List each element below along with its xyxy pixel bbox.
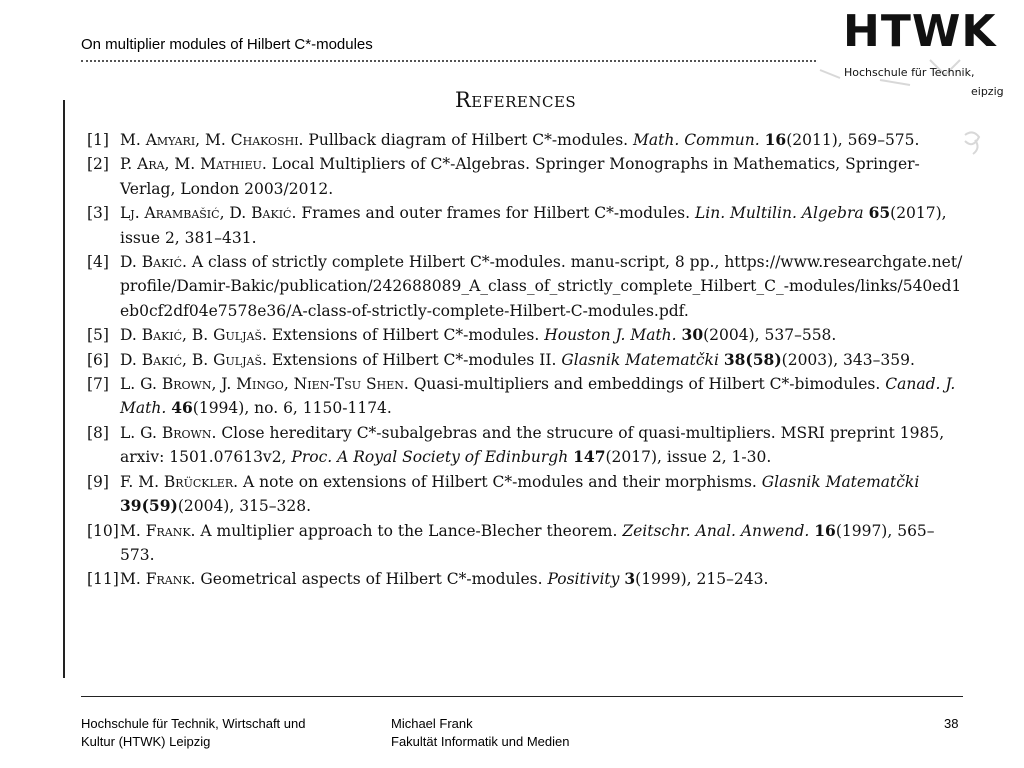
reference-title: Extensions of Hilbert C*-modules. xyxy=(266,326,545,345)
reference-volume: 3 xyxy=(624,569,636,589)
reference-volume: 16 xyxy=(814,520,836,540)
reference-details: (2003), 343–359. xyxy=(781,350,915,369)
reference-item xyxy=(87,152,963,201)
reference-details: (2017), issue 2, 381–431. xyxy=(120,204,947,247)
reference-volume: 38(58) xyxy=(723,349,782,369)
reference-item xyxy=(87,323,963,347)
reference-volume: 16 xyxy=(764,130,787,149)
reference-journal: Lin. Multilin. Algebra xyxy=(694,204,864,223)
reference-number: [3] xyxy=(87,204,109,223)
reference-details: (1999), 215–243. xyxy=(635,570,769,589)
reference-title: Quasi-multipliers and embeddings of Hilbert C*-bimodules. xyxy=(408,375,886,394)
reference-item xyxy=(87,128,963,152)
reference-authors: D. Bakić. xyxy=(120,253,187,272)
reference-details: (2004), 315–328. xyxy=(177,497,312,516)
reference-url: https://www.researchgate.net/profile/Damir-Bakic/publication/242688089_A_class_of_strictly_complete_Hilbert_C_-modules/links/540ed1eb0cf2df04e7578e36/A-class-of-strictly-complete-Hilbert-C-modules.pdf. xyxy=(120,253,963,320)
reference-details: (1994), no. 6, 1150-1174. xyxy=(192,399,392,418)
reference-authors: Lj. Arambašić, D. Bakić. xyxy=(120,204,297,223)
reference-journal: Proc. A Royal Society of Edinburgh xyxy=(291,448,569,467)
header-dotted-divider xyxy=(81,60,816,62)
reference-authors: M. Amyari, M. Chakoshi. xyxy=(120,131,304,149)
reference-title: Close hereditary C*-subalgebras and the strucure of quasi-multipliers. MSRI preprint 1985, arxiv: 1501.07613v2, xyxy=(120,423,945,467)
reference-title: A multiplier approach to the Lance-Blecher theorem. xyxy=(195,521,623,540)
reference-volume: 65 xyxy=(868,203,891,223)
reference-title: Geometrical aspects of Hilbert C*-modules. xyxy=(195,570,548,589)
reference-authors: F. M. Brückler. xyxy=(120,472,239,491)
reference-journal: Houston J. Math. xyxy=(544,326,677,345)
reference-item xyxy=(87,348,963,372)
reference-number: [6] xyxy=(87,350,109,369)
reference-number: [1] xyxy=(87,131,109,149)
reference-volume: 39(59) xyxy=(120,496,178,516)
footer-divider xyxy=(81,696,963,697)
reference-item xyxy=(87,201,963,250)
reference-authors: P. Ara, M. Mathieu. xyxy=(120,155,267,174)
logo-subtitle-line2: eipzig xyxy=(971,85,1004,98)
reference-number: [4] xyxy=(87,253,109,272)
reference-number: [11] xyxy=(87,570,119,589)
reference-journal: Glasnik Matematčki xyxy=(561,350,719,369)
footer-author-name: Michael Frank xyxy=(391,716,473,731)
reference-title: Pullback diagram of Hilbert C*-modules. xyxy=(303,131,634,149)
reference-volume: 30 xyxy=(681,325,704,345)
reference-volume: 147 xyxy=(573,447,606,467)
reference-title: A class of strictly complete Hilbert C*-modules. manu-script, 8 pp., xyxy=(186,253,725,272)
reference-authors: D. Bakić, B. Guljaš. xyxy=(120,326,267,345)
reference-number: [9] xyxy=(87,472,109,491)
footer-faculty: Fakultät Informatik und Medien xyxy=(391,734,570,749)
left-vertical-bar xyxy=(63,100,65,678)
reference-number: [2] xyxy=(87,155,109,174)
reference-number: [5] xyxy=(87,326,109,345)
reference-item xyxy=(87,250,963,323)
footer-institution-line2: Kultur (HTWK) Leipzig xyxy=(81,734,211,749)
reference-authors: M. Frank. xyxy=(120,521,196,540)
reference-details: (2017), issue 2, 1-30. xyxy=(605,448,772,467)
reference-details: (1997), 565–573. xyxy=(120,521,935,564)
reference-authors: D. Bakić, B. Guljaš. xyxy=(120,350,267,369)
reference-item xyxy=(87,470,963,519)
references-list xyxy=(87,128,963,592)
logo-subtitle-line1: Hochschule für Technik, xyxy=(844,66,975,79)
reference-title: Frames and outer frames for Hilbert C*-modules. xyxy=(296,204,695,223)
reference-number: [10] xyxy=(87,521,119,540)
reference-details: (2004), 537–558. xyxy=(703,326,837,345)
reference-volume: 46 xyxy=(171,398,193,418)
page-number: 38 xyxy=(944,716,959,731)
references-heading: References xyxy=(455,88,577,112)
footer-institution xyxy=(81,715,305,751)
reference-title: Local Multipliers of C*-Algebras. Springer Monographs in Mathematics, Springer-Verlag, London 2003/2012. xyxy=(120,155,920,198)
reference-journal: Math. Commun. xyxy=(633,131,760,149)
reference-authors: L. G. Brown, J. Mingo, Nien-Tsu Shen. xyxy=(120,375,409,394)
reference-item xyxy=(87,519,963,568)
reference-details: (2011), 569–575. xyxy=(786,131,920,149)
slide-header-title: On multiplier modules of Hilbert C*-modules xyxy=(81,36,373,53)
reference-title: A note on extensions of Hilbert C*-modules and their morphisms. xyxy=(238,472,762,491)
reference-item xyxy=(87,372,963,421)
reference-item xyxy=(87,421,963,470)
reference-number: [8] xyxy=(87,423,109,442)
footer-author xyxy=(391,715,569,751)
reference-journal: Glasnik Matematčki xyxy=(761,472,920,491)
reference-journal: Positivity xyxy=(547,570,620,589)
reference-journal: Canad. J. Math. xyxy=(120,375,956,418)
reference-journal: Zeitschr. Anal. Anwend. xyxy=(622,521,810,540)
reference-authors: M. Frank. xyxy=(120,570,196,589)
reference-item xyxy=(87,567,963,591)
htwk-logo: HTWK xyxy=(843,6,997,57)
reference-title: Extensions of Hilbert C*-modules II. xyxy=(266,350,562,369)
reference-number: [7] xyxy=(87,375,109,394)
reference-authors: L. G. Brown. xyxy=(120,423,217,442)
footer-institution-line1: Hochschule für Technik, Wirtschaft und xyxy=(81,716,306,731)
